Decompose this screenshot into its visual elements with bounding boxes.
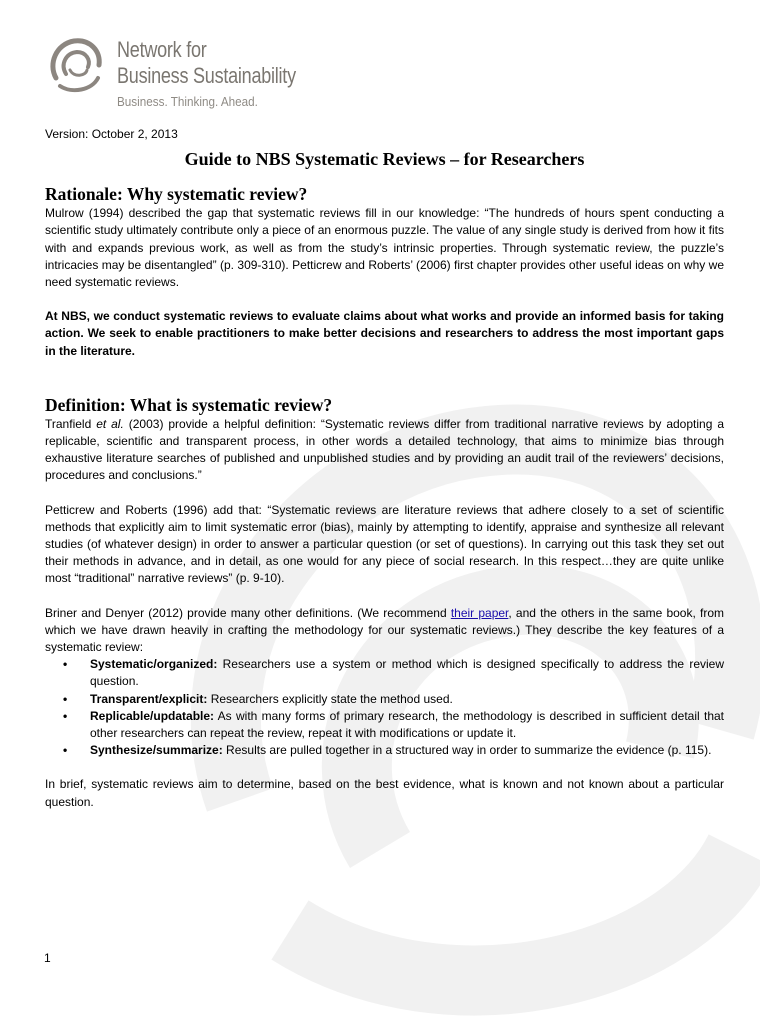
section-heading-definition: Definition: What is systematic review? [45, 394, 333, 415]
definition-paragraph-3 [45, 605, 724, 657]
feature-text: Researchers use a system or method which is designed specifically to address the review question. [90, 657, 724, 689]
feature-term: Transparent/explicit: [90, 691, 208, 706]
feature-text: Results are pulled together in a structured way in order to summarize the evidence (p. 115). [222, 743, 712, 758]
bullet-icon: • [63, 691, 68, 706]
rationale-paragraph-1: Mulrow (1994) described the gap that systematic reviews fill in our knowledge: “The hundreds of hours spent conducting a scientific study ultimately contribute only a piece of an enormous puzzle. The value of any single study is derived from how it fits with and expands previous work, as well as from the study’s intrinsic properties. Through systematic review, the puzzle’s intricacies may be disentangled” (p. 309-310). Petticrew and Roberts’ (2006) first chapter provides other useful ideas on why we need systematic reviews. [45, 206, 724, 290]
bullet-icon: • [63, 743, 68, 758]
organization-name [117, 37, 296, 89]
features-list [45, 656, 724, 759]
their-paper-link[interactable]: their paper [450, 605, 509, 620]
text-run: , and the others in the same book, from which we have drawn heavily in crafting the methodology for our systematic reviews.) They describe the key features of a systematic review: [45, 605, 724, 655]
feature-term: Synthesize/summarize: [90, 743, 223, 758]
definition-paragraph-2: Petticrew and Roberts (1996) add that: “Systematic reviews are literature reviews that adhere closely to a set of scientific methods that explicitly aim to limit systematic error (bias), mainly by attempting to identify, appraise and synthesize all relevant studies (of whatever design) in order to answer a particular question (or set of questions). In carrying out this task they set out their methods in advance, and in detail, as one would for any piece of social research. In this respect…they are quite unlike most “traditional” narrative reviews” (p. 9-10). [45, 502, 724, 586]
document-title: Guide to NBS Systematic Reviews – for Researchers [184, 149, 585, 170]
bullet-icon: • [63, 657, 68, 672]
document-header [44, 34, 404, 110]
list-item [45, 656, 724, 690]
list-item [45, 742, 724, 759]
nbs-logo-icon [44, 34, 106, 96]
text-run: Tranfield [45, 416, 97, 431]
feature-term: Systematic/organized: [90, 657, 218, 672]
list-item [45, 708, 724, 742]
text-run: (2003) provide a helpful definition: “Systematic reviews differ from traditional narrative reviews by adopting a replicable, scientific and transparent process, in other words a detailed technology, that aims to minimize bias through exhaustive literature searches of published and unpublished studies and by providing an audit trail of the reviewers’ decisions, procedures and conclusions.” [45, 416, 724, 483]
definition-paragraph-4: In brief, systematic reviews aim to determine, based on the best evidence, what is known and not known about a particular question. [45, 777, 724, 809]
version-date: Version: October 2, 2013 [45, 127, 178, 141]
list-item [45, 691, 724, 708]
tagline: Business. Thinking. Ahead. [117, 94, 258, 109]
definition-paragraph-1 [45, 416, 724, 485]
page-number: 1 [44, 951, 51, 965]
feature-text: Researchers explicitly state the method used. [207, 691, 453, 706]
text-run: Briner and Denyer (2012) provide many other definitions. (We recommend [45, 605, 451, 620]
feature-text: As with many forms of primary research, the methodology is described in sufficient detail that other researchers can repeat the review, repeat it with modifications or update it. [90, 708, 724, 741]
et-al-italic: et al. [96, 416, 124, 431]
rationale-paragraph-2: At NBS, we conduct systematic reviews to evaluate claims about what works and provide an informed basis for taking action. We seek to enable practitioners to make better decisions and researchers to address the most important gaps in the literature. [45, 309, 724, 358]
document-body [45, 126, 724, 811]
bullet-icon: • [63, 708, 68, 723]
section-heading-rationale: Rationale: Why systematic review? [45, 184, 308, 205]
org-name-line2: Business Sustainability [117, 63, 296, 88]
feature-term: Replicable/updatable: [90, 708, 215, 723]
org-name-line1: Network for [117, 37, 207, 62]
